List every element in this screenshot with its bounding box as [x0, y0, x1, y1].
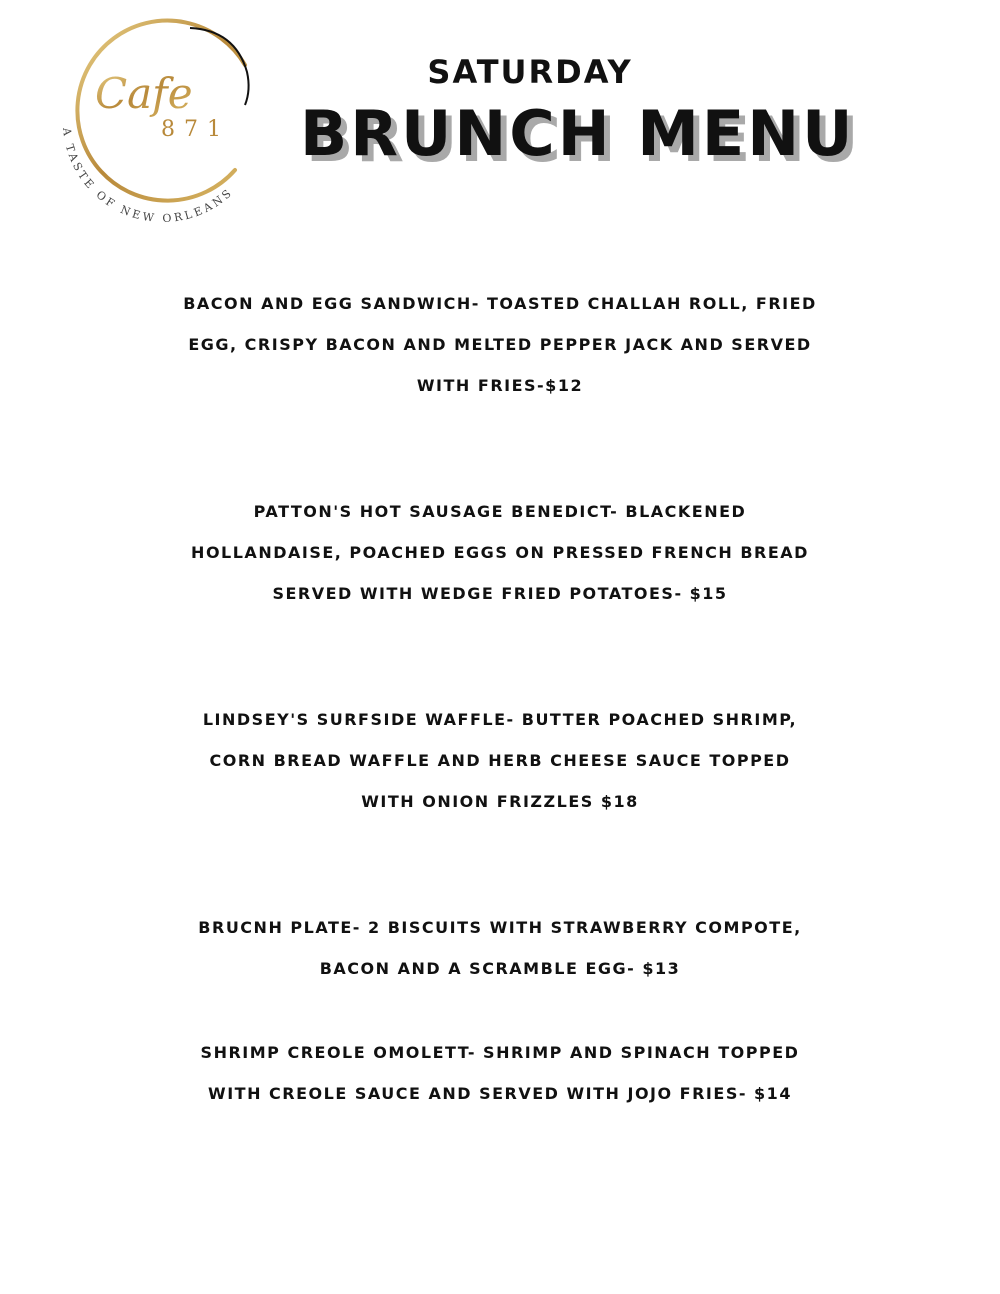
menu-day: SATURDAY: [427, 53, 633, 91]
menu-item-line: PATTON'S HOT SAUSAGE BENEDICT- BLACKENED: [253, 502, 747, 521]
menu-item-line: LINDSEY'S SURFSIDE WAFFLE- BUTTER POACHED SHRIMP,: [202, 710, 798, 729]
menu-header: [300, 52, 856, 170]
menu-item-line: WITH CREOLE SAUCE AND SERVED WITH JOJO FRIES- $14: [208, 1084, 792, 1103]
menu-item-line: HOLLANDAISE, POACHED EGGS ON PRESSED FRENCH BREAD: [191, 543, 809, 562]
menu-item-line: BACON AND A SCRAMBLE EGG- $13: [319, 959, 681, 978]
menu-item-line: EGG, CRISPY BACON AND MELTED PEPPER JACK AND SERVED: [188, 335, 812, 354]
menu-item-brunch-plate: [0, 907, 1000, 989]
logo-emblem: [55, 10, 270, 225]
logo-tagline: A TASTE OF NEW ORLEANS: [60, 126, 236, 225]
logo-number: 871: [161, 117, 230, 142]
menu-item-line: BRUCNH PLATE- 2 BISCUITS WITH STRAWBERRY COMPOTE,: [198, 918, 802, 937]
menu-item-line: CORN BREAD WAFFLE AND HERB CHEESE SAUCE TOPPED: [209, 751, 791, 770]
menu-item-line: WITH ONION FRIZZLES $18: [361, 792, 639, 811]
menu-item-shrimp-creole-omelette: [0, 1032, 1000, 1114]
menu-item-hot-sausage-benedict: [0, 491, 1000, 614]
menu-item-line: SHRIMP CREOLE OMOLETT- SHRIMP AND SPINACH TOPPED: [200, 1043, 800, 1062]
logo-swash: [190, 28, 249, 105]
cafe-871-logo: [55, 10, 270, 225]
menu-item-line: WITH FRIES-$12: [416, 376, 584, 395]
menu-item-line: BACON AND EGG SANDWICH- TOASTED CHALLAH ROLL, FRIED: [183, 294, 817, 313]
menu-item-line: SERVED WITH WEDGE FRIED POTATOES- $15: [272, 584, 728, 603]
menu-title: BRUNCH MENU: [300, 97, 856, 170]
menu-item-bacon-egg-sandwich: [0, 283, 1000, 406]
logo-script-text: Cafe: [95, 69, 193, 118]
menu-item-surfside-waffle: [0, 699, 1000, 822]
